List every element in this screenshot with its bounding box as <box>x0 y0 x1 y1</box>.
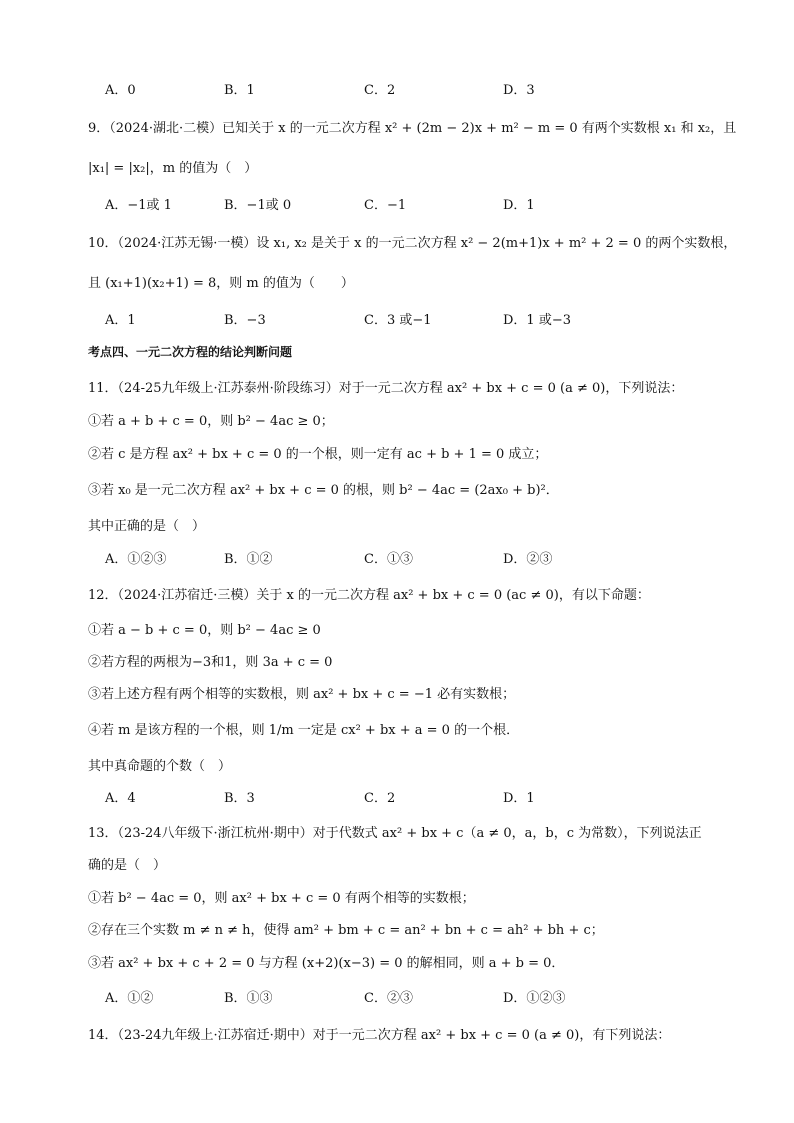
q12-option-c[interactable]: C．2 <box>364 791 396 806</box>
q9-option-a[interactable]: A．−1或 1 <box>105 198 172 213</box>
q8-option-a[interactable]: A．0 <box>105 83 136 98</box>
q10-option-a[interactable]: A．1 <box>105 313 136 328</box>
q8-option-c[interactable]: C．2 <box>364 83 396 98</box>
q10-stem-line2: 且 (x₁+1)(x₂+1) = 8，则 m 的值为（ ） <box>88 276 354 291</box>
q11-stem: 11．（24-25九年级上·江苏泰州·阶段练习）对于一元二次方程 ax² + bx + c = 0 (a ≠ 0)，下列说法： <box>88 381 684 396</box>
q13-option-c[interactable]: C．②③ <box>364 991 413 1006</box>
q14-stem: 14．（23-24九年级上·江苏宿迁·期中）对于一元二次方程 ax² + bx + c = 0 (a ≠ 0)，有下列说法： <box>88 1028 671 1043</box>
q9-option-b[interactable]: B．−1或 0 <box>224 198 292 213</box>
q12-statement-2: ②若方程的两根为−3和1，则 3a + c = 0 <box>88 655 333 670</box>
q13-statement-3: ③若 ax² + bx + c + 2 = 0 与方程 (x+2)(x−3) = 0 的解相同，则 a + b = 0． <box>88 956 565 971</box>
q13-option-a[interactable]: A．①② <box>105 991 154 1006</box>
q11-statement-2: ②若 c 是方程 ax² + bx + c = 0 的一个根，则一定有 ac + b + 1 = 0 成立； <box>88 447 548 462</box>
q9-option-d[interactable]: D．1 <box>503 198 535 213</box>
q9-stem-line1: 9．（2024·湖北·二模）已知关于 x 的一元二次方程 x² + (2m − 2)x + m² − m = 0 有两个实数根 x₁ 和 x₂，且 <box>88 121 737 136</box>
q12-option-d[interactable]: D．1 <box>503 791 535 806</box>
q13-option-d[interactable]: D．①②③ <box>503 991 566 1006</box>
q10-stem-line1: 10．（2024·江苏无锡·一模）设 x₁, x₂ 是关于 x 的一元二次方程 x² − 2(m+1)x + m² + 2 = 0 的两个实数根， <box>88 236 737 251</box>
q10-option-d[interactable]: D．1 或−3 <box>503 313 571 328</box>
q11-option-d[interactable]: D．②③ <box>503 552 553 567</box>
q13-statement-2: ②存在三个实数 m ≠ n ≠ h，使得 am² + bm + c = an² + bn + c = ah² + bh + c； <box>88 923 604 938</box>
q8-option-b[interactable]: B．1 <box>224 83 255 98</box>
q8-option-d[interactable]: D．3 <box>503 83 535 98</box>
q12-option-b[interactable]: B．3 <box>224 791 255 806</box>
q11-statement-3: ③若 x₀ 是一元二次方程 ax² + bx + c = 0 的根，则 b² − 4ac = (2ax₀ + b)²． <box>88 483 559 498</box>
q11-statement-1: ①若 a + b + c = 0，则 b² − 4ac ≥ 0； <box>88 414 334 429</box>
section-heading: 考点四、一元二次方程的结论判断问题 <box>88 345 293 359</box>
q12-statement-1: ①若 a − b + c = 0，则 b² − 4ac ≥ 0 <box>88 623 321 638</box>
q12-prompt: 其中真命题的个数（ ） <box>88 759 232 774</box>
q11-option-a[interactable]: A．①②③ <box>105 552 167 567</box>
q11-option-c[interactable]: C．①③ <box>364 552 413 567</box>
q11-prompt: 其中正确的是（ ） <box>88 519 206 534</box>
q13-stem-line2: 确的是（ ） <box>88 858 167 873</box>
q9-stem-line2: |x₁| = |x₂|，m 的值为（ ） <box>88 161 258 176</box>
q13-stem-line1: 13．（23-24八年级下·浙江杭州·期中）对于代数式 ax² + bx + c（a ≠ 0，a，b，c 为常数），下列说法正 <box>88 826 702 841</box>
q13-option-b[interactable]: B．①③ <box>224 991 273 1006</box>
q12-option-a[interactable]: A．4 <box>105 791 136 806</box>
q11-option-b[interactable]: B．①② <box>224 552 273 567</box>
q12-statement-4: ④若 m 是该方程的一个根，则 1/m 一定是 cx² + bx + a = 0 的一个根． <box>88 723 520 738</box>
q12-statement-3: ③若上述方程有两个相等的实数根，则 ax² + bx + c = −1 必有实数根； <box>88 687 516 702</box>
q12-stem: 12．（2024·江苏宿迁·三模）关于 x 的一元二次方程 ax² + bx + c = 0 (ac ≠ 0)，有以下命题： <box>88 588 650 603</box>
q9-option-c[interactable]: C．−1 <box>364 198 407 213</box>
q10-option-c[interactable]: C．3 或−1 <box>364 313 432 328</box>
q10-option-b[interactable]: B．−3 <box>224 313 266 328</box>
q13-statement-1: ①若 b² − 4ac = 0，则 ax² + bx + c = 0 有两个相等的实数根； <box>88 891 475 906</box>
